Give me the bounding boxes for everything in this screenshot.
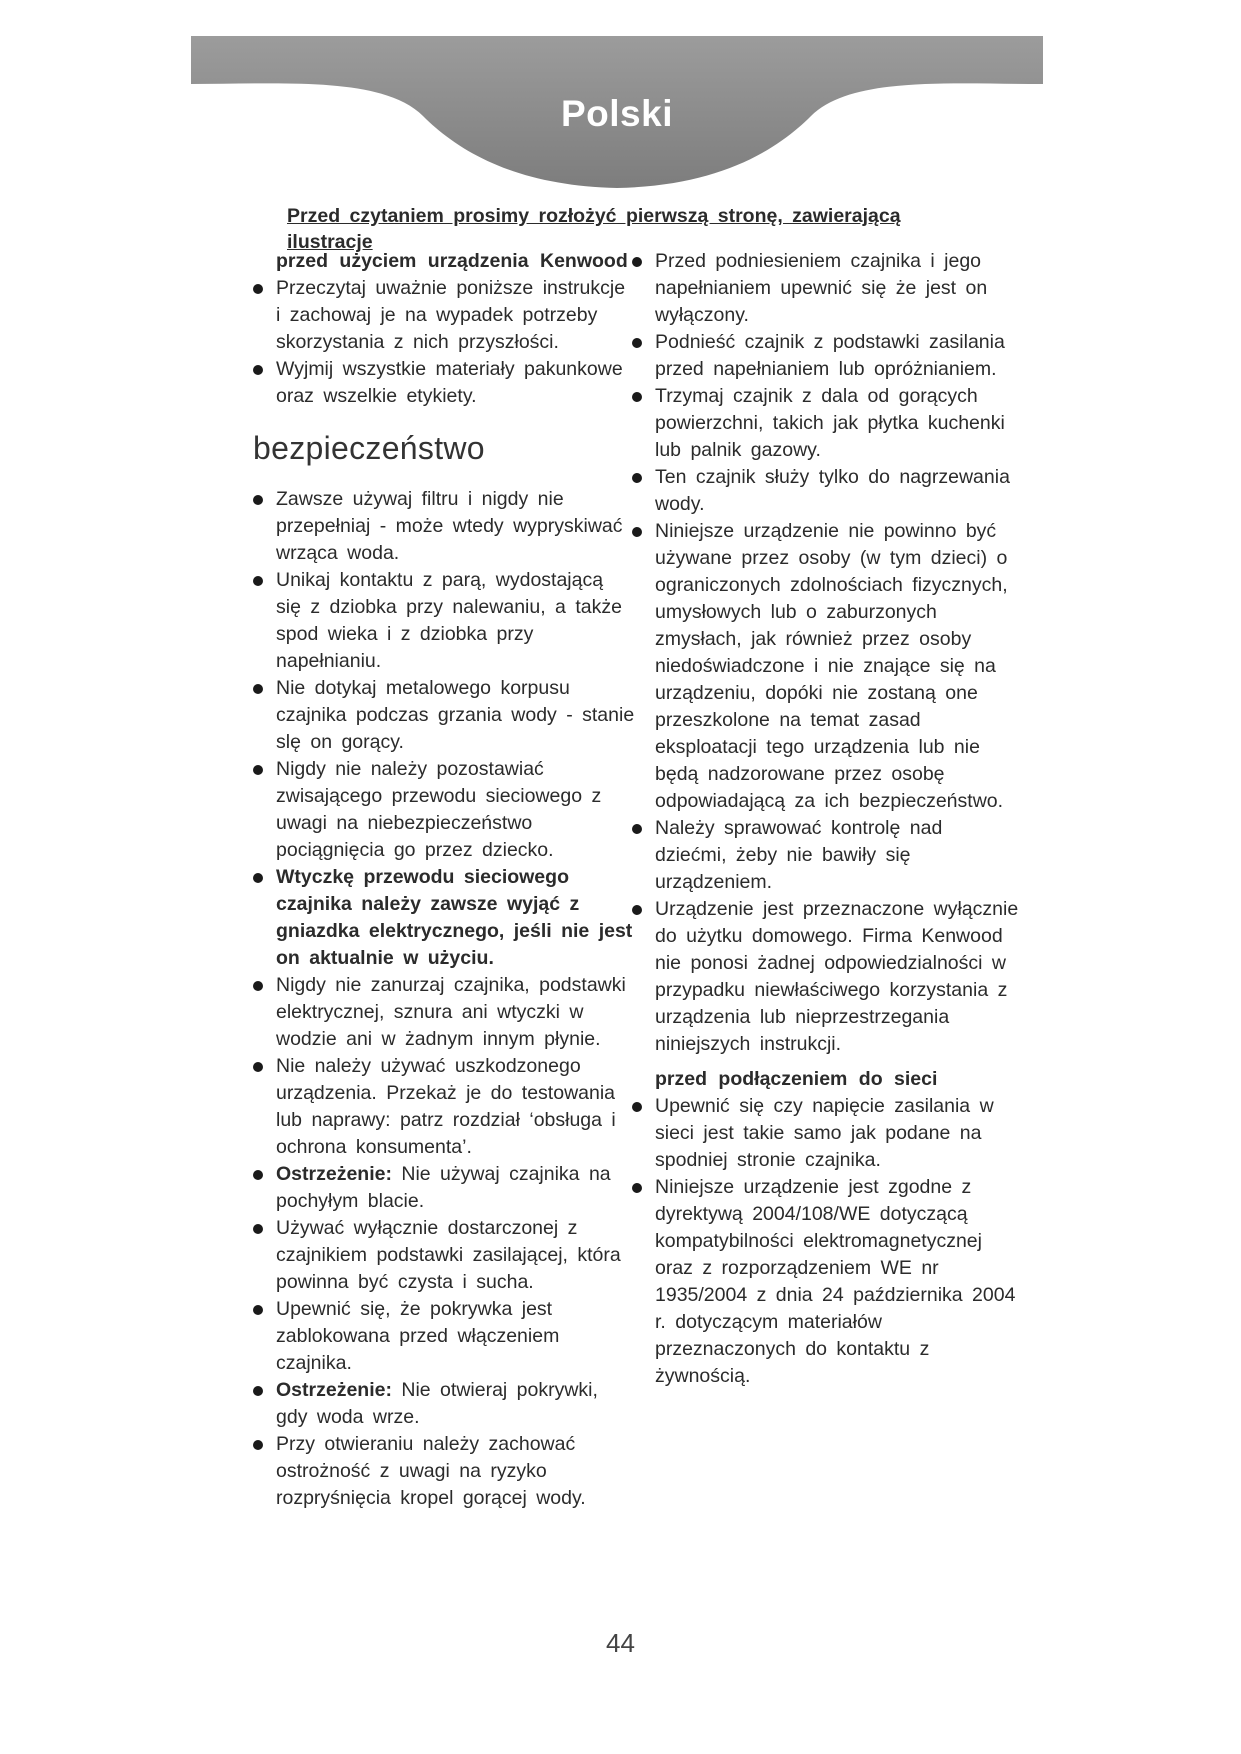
before-connecting-heading: przed podłączeniem do sieci — [655, 1068, 938, 1090]
list-item: Nie należy używać uszkodzonego urządzenia. Przekaż je do testowania lub naprawy: patrz rozdział ‘obsługa i ochrona konsumenta’. — [253, 1053, 635, 1161]
list-item: Należy sprawować kontrolę nad dziećmi, żeby nie bawiły się urządzeniem. — [632, 815, 1020, 896]
list-item: Ten czajnik służy tylko do nagrzewania wody. — [632, 464, 1020, 518]
left-column — [253, 248, 635, 1512]
list-item: Podnieść czajnik z podstawki zasilania przed napełnianiem lub opróżnianiem. — [632, 329, 1020, 383]
list-item — [253, 1377, 635, 1431]
safety-list-continued — [632, 248, 1020, 1058]
safety-heading: bezpieczeństwo — [253, 430, 485, 466]
fold-out-instruction: Przed czytaniem prosimy rozłożyć pierwszą stronę, zawierającą ilustracje — [287, 205, 901, 253]
list-item: Używać wyłącznie dostarczonej z czajnikiem podstawki zasilającej, która powinna być czysta i sucha. — [253, 1215, 635, 1296]
list-item: Urządzenie jest przeznaczone wyłącznie do użytku domowego. Firma Kenwood nie ponosi żadnej odpowiedzialności w przypadku niewłaściwego korzystania z urządzenia lub nieprzestrzegania niniejszych instrukcji. — [632, 896, 1020, 1058]
list-item: Upewnić się, że pokrywka jest zablokowana przed włączeniem czajnika. — [253, 1296, 635, 1377]
warning-label: Ostrzeżenie: — [276, 1379, 392, 1401]
list-item-text: Nie otwieraj pokrywki, gdy woda wrze. — [276, 1379, 598, 1428]
list-item-text: Nie używaj czajnika na pochyłym blacie. — [276, 1163, 611, 1212]
list-item: Upewnić się czy napięcie zasilania w sieci jest takie samo jak podane na spodniej stronie czajnika. — [632, 1093, 1020, 1174]
list-item: Niniejsze urządzenie nie powinno być używane przez osoby (w tym dzieci) o ograniczonych zdolnościach fizycznych, umysłowych lub o zaburzonych zmysłach, jak również przez osoby niedoświadczone i nie znające się na urządzeniu, dopóki nie zostaną one przeszkolone na temat zasad eksploatacji tego urządzenia lub nie będą nadzorowane przez osobę odpowiadającą za ich bezpieczeństwo. — [632, 518, 1020, 815]
header-banner — [191, 36, 1043, 196]
list-item: Przed podniesieniem czajnika i jego napełnianiem upewnić się że jest on wyłączony. — [632, 248, 1020, 329]
list-item: Zawsze używaj filtru i nigdy nie przepełniaj - może wtedy wypryskiwać wrząca woda. — [253, 486, 635, 567]
before-use-list — [253, 275, 635, 410]
list-item: Nigdy nie należy pozostawiać zwisającego przewodu sieciowego z uwagi na niebezpieczeństwo pociągnięcia go przez dziecko. — [253, 756, 635, 864]
list-item — [253, 1161, 635, 1215]
safety-list — [253, 486, 635, 1512]
list-item: Unikaj kontaktu z parą, wydostającą się z dziobka przy nalewaniu, a także spod wieka i z dziobka przy napełnianiu. — [253, 567, 635, 675]
list-item: Niniejsze urządzenie jest zgodne z dyrektywą 2004/108/WE dotyczącą kompatybilności elektromagnetycznej oraz z rozporządzeniem WE nr 1935/2004 z dnia 24 października 2004 r. dotyczącym materiałów przeznaczonych do kontaktu z żywnością. — [632, 1174, 1020, 1390]
warning-label: Ostrzeżenie: — [276, 1163, 392, 1185]
list-item: Wtyczkę przewodu sieciowego czajnika należy zawsze wyjąć z gniazdka elektrycznego, jeśli nie jest on aktualnie w użyciu. — [253, 864, 635, 972]
list-item: Przeczytaj uważnie poniższe instrukcje i zachowaj je na wypadek potrzeby skorzystania z nich przyszłości. — [253, 275, 635, 356]
page-number: 44 — [606, 1628, 635, 1658]
list-item: Trzymaj czajnik z dala od gorących powierzchni, takich jak płytka kuchenki lub palnik gazowy. — [632, 383, 1020, 464]
list-item: Wyjmij wszystkie materiały pakunkowe oraz wszelkie etykiety. — [253, 356, 635, 410]
before-connecting-list — [632, 1093, 1020, 1390]
page-title: Polski — [561, 93, 673, 134]
list-item: Nigdy nie zanurzaj czajnika, podstawki elektrycznej, sznura ani wtyczki w wodzie ani w żadnym innym płynie. — [253, 972, 635, 1053]
list-item: Nie dotykaj metalowego korpusu czajnika podczas grzania wody - stanie slę on gorący. — [253, 675, 635, 756]
before-use-heading: przed użyciem urządzenia Kenwood — [276, 250, 628, 272]
list-item: Przy otwieraniu należy zachować ostrożność z uwagi na ryzyko rozpryśnięcia kropel gorącej wody. — [253, 1431, 635, 1512]
right-column — [632, 248, 1020, 1390]
